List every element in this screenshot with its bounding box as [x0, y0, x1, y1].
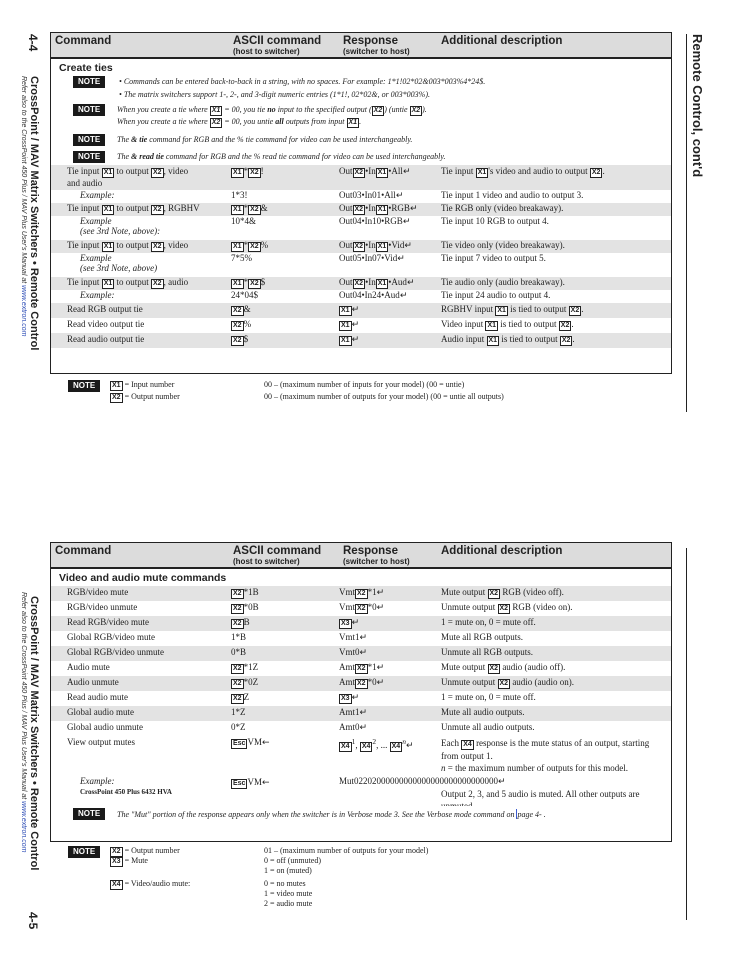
note-4: NOTE The & read tie command for RGB and the % read tie command for video can be used interchangeably.	[51, 151, 671, 165]
table-row: Global RGB/video mute 1*B Vmt1↵ Mute all RGB outputs.	[51, 631, 671, 646]
create-ties-table	[50, 32, 672, 374]
table-row: Audio mute X2 *1Z Amt X2 *1↵ Mute output X2 audio (audio off).	[51, 661, 671, 676]
table-row: Read RGB/video mute X2 B X3 ↵ 1 = mute on, 0 = mute off.	[51, 616, 671, 631]
table-row: Global audio unmute 0*Z Amt0↵ Unmute all audio outputs.	[51, 721, 671, 736]
section-title: Create ties	[59, 62, 113, 74]
header-ascii: ASCII command	[233, 545, 322, 557]
return-icon: ↵	[402, 167, 411, 177]
table-row: RGB/video mute X2 *1B Vmt X2 *1↵ Mute output X2 RGB (video off).	[51, 586, 671, 601]
table-header	[51, 33, 671, 59]
note-1: NOTE • Commands can be entered back-to-back in a string, with no spaces. For example: 1*1!02*02&003*003%4*24$. • The matrix switchers support 1-, 2-, and 3-digit numeric entries (1*1!, 02*02&, or 003*003%).	[51, 76, 671, 104]
header-command: Command	[55, 545, 112, 557]
header-response: Response	[343, 35, 398, 47]
header-description: Additional description	[441, 545, 563, 557]
return-icon: ↵	[351, 305, 360, 315]
note-text: The matrix switchers support 1-, 2-, and 3-digit numeric entries (1*1!, 02*02&, or 003*003%).	[123, 90, 431, 99]
side-title: CrossPoint / MAV Matrix Switchers • Remote Control	[28, 596, 40, 871]
page-number: 4-4	[26, 34, 40, 52]
extron-link[interactable]: www.extron.com	[20, 801, 27, 853]
table-row: Example: CrossPoint 450 Plus 6432 HVA Esc VM← Mut02202000000000000000000000000000↵ Output 2, 3, and 5 audio is muted. All other outputs are	[51, 776, 671, 806]
footnote: NOTE X1 = Input number 00 – (maximum number of inputs for your model) (00 = untie) X2 = Output number 00 – (maximum number of outputs for your model) (00 = untie all outputs)	[68, 380, 648, 406]
page-4-5	[0, 500, 738, 954]
return-icon: ↵	[409, 204, 418, 214]
return-icon: ↵	[359, 648, 368, 658]
page-number: 4-5	[26, 912, 40, 930]
return-icon: ↵	[351, 693, 360, 703]
note-3: NOTE The & tie command for RGB and the % tie command for video can be used interchangeably.	[51, 134, 671, 151]
table-row: Read audio output tie X2 $ X1 ↵ Audio input X1 is tied to output X2 .	[51, 333, 671, 348]
mute-rows	[51, 586, 671, 736]
side-title: CrossPoint / MAV Matrix Switchers • Remote Control	[28, 76, 40, 351]
table-row: Tie input X1 to output X2 , video X1 * X2 % Out X2 •In X1 •Vid↵ Tie video only (video breakaway).	[51, 240, 671, 253]
table-row: Tie input X1 to output X2 , RGBHV X1 * X2 & Out X2 •In X1 •RGB↵ Tie RGB only (video breakaway).	[51, 203, 671, 216]
return-icon: ↵	[351, 618, 360, 628]
header-ascii-sub: (host to switcher)	[233, 557, 300, 566]
return-icon: ↵	[359, 708, 368, 718]
mute-table	[50, 542, 672, 842]
return-icon: ↵	[406, 278, 415, 288]
return-icon: ↵	[399, 291, 408, 301]
table-row: Tie input X1 to output X2 , audio X1 * X2 $ Out X2 •In X1 •Aud↵ Tie audio only (audio breakaway).	[51, 277, 671, 290]
return-icon: ↵	[404, 241, 412, 251]
return-icon: ↵	[376, 588, 385, 598]
return-icon: ↵	[359, 633, 368, 643]
header-ascii: ASCII command	[233, 35, 322, 47]
table-row: Tie input X1 to output X2 , video and audio X1 * X2 ! Out X2 •In X1 •All↵ Tie input X1 's video and audio to output X2 .	[51, 165, 671, 190]
note-badge: NOTE	[68, 380, 100, 392]
table-row: Example: 24*04$ Out04•In24•Aud↵ Tie input 24 audio to output 4.	[51, 290, 671, 303]
side-subtitle: Refer also to the CrossPoint 450 Plus / MAV Plus User's Manual at www.extron.com	[20, 592, 27, 853]
header-ascii-sub: (host to switcher)	[233, 47, 300, 56]
return-icon: ↵	[359, 723, 368, 733]
return-icon: ↵	[376, 663, 385, 673]
note-2: NOTE When you create a tie where X1 = 00, you tie no input to the specified output ( X2 ) (untie X2 ). When you create a tie where X2 = 00, you untie all outputs from input X1 .	[51, 104, 671, 134]
return-icon: ↵	[397, 254, 405, 264]
header-response-sub: (switcher to host)	[343, 47, 410, 56]
note-badge: NOTE	[73, 808, 105, 820]
right-divider	[686, 34, 687, 412]
table-row: RGB/video unmute X2 *0B Vmt X2 *0↵ Unmute output X2 RGB (video on).	[51, 601, 671, 616]
return-icon: ←	[261, 778, 270, 788]
table-row: Example (see 3rd Note, above): 10*4& Out04•In10•RGB↵ Tie input 10 RGB to output 4.	[51, 216, 671, 240]
note-badge: NOTE	[73, 151, 105, 163]
right-divider	[686, 548, 687, 920]
footnote: NOTE X2 = Output number 01 – (maximum number of outputs for your model) X3 = Mute 0 = off (unmuted) 1 = on (muted) X4 = Video/audio mute: 0 = no mutes 1 = video mute 2 = audio mute	[68, 846, 628, 916]
verbose-note: NOTE The "Mut" portion of the response appears only when the switcher is in Verbose mode 3. See the Verbose mode command on page 4- .	[51, 806, 671, 822]
header-description: Additional description	[441, 35, 563, 47]
return-icon: ↵	[395, 191, 404, 201]
return-icon: ↵	[376, 603, 385, 613]
return-icon: ↵	[405, 741, 414, 751]
right-title: Remote Control, cont'd	[690, 34, 705, 178]
side-subtitle: Refer also to the CrossPoint 450 Plus / MAV Plus User's Manual at www.extron.com	[20, 76, 27, 337]
section-title: Video and audio mute commands	[59, 572, 227, 584]
return-icon: ↵	[402, 217, 411, 227]
table-row: Example: 1*3! Out03•In01•All↵ Tie input 1 video and audio to output 3.	[51, 190, 671, 203]
table-row: Read RGB output tie X2 & X1 ↵ RGBHV input X1 is tied to output X2 .	[51, 303, 671, 318]
header-command: Command	[55, 35, 112, 47]
table-header	[51, 543, 671, 569]
header-response-sub: (switcher to host)	[343, 557, 410, 566]
note-badge: NOTE	[73, 76, 105, 88]
page-link[interactable]: page 4- .	[517, 810, 546, 819]
table-row: Global audio mute 1*Z Amt1↵ Mute all audio outputs.	[51, 706, 671, 721]
table-row: Read video output tie X2 % X1 ↵ Video input X1 is tied to output X2 .	[51, 318, 671, 333]
return-icon: ←	[261, 738, 270, 748]
return-icon: ↵	[498, 777, 506, 787]
extron-link[interactable]: www.extron.com	[20, 285, 27, 337]
table-row: Example (see 3rd Note, above) 7*5% Out05•In07•Vid↵ Tie input 7 video to output 5.	[51, 253, 671, 277]
table-row: View output mutes Esc VM← $X4^1$, $X4^2$, ... X4$^n$↵ Each X4 response is the mute status of an output, starting from output 1. n = the maximum number of outputs for this model.	[51, 736, 671, 776]
return-icon: ↵	[376, 678, 385, 688]
note-badge: NOTE	[73, 104, 105, 116]
return-icon: ↵	[351, 335, 360, 345]
note-badge: NOTE	[68, 846, 100, 858]
note-text: Commands can be entered back-to-back in a string, with no spaces. For example: 1*1!02*02&003*003%4*24$.	[123, 77, 486, 86]
table-row: Read audio mute X2 Z X3 ↵ 1 = mute on, 0 = mute off.	[51, 691, 671, 706]
table-row: Global RGB/video unmute 0*B Vmt0↵ Unmute all RGB outputs.	[51, 646, 671, 661]
header-response: Response	[343, 545, 398, 557]
table-row: Audio unmute X2 *0Z Amt X2 *0↵ Unmute output X2 audio (audio on).	[51, 676, 671, 691]
note-badge: NOTE	[73, 134, 105, 146]
return-icon: ↵	[351, 320, 360, 330]
